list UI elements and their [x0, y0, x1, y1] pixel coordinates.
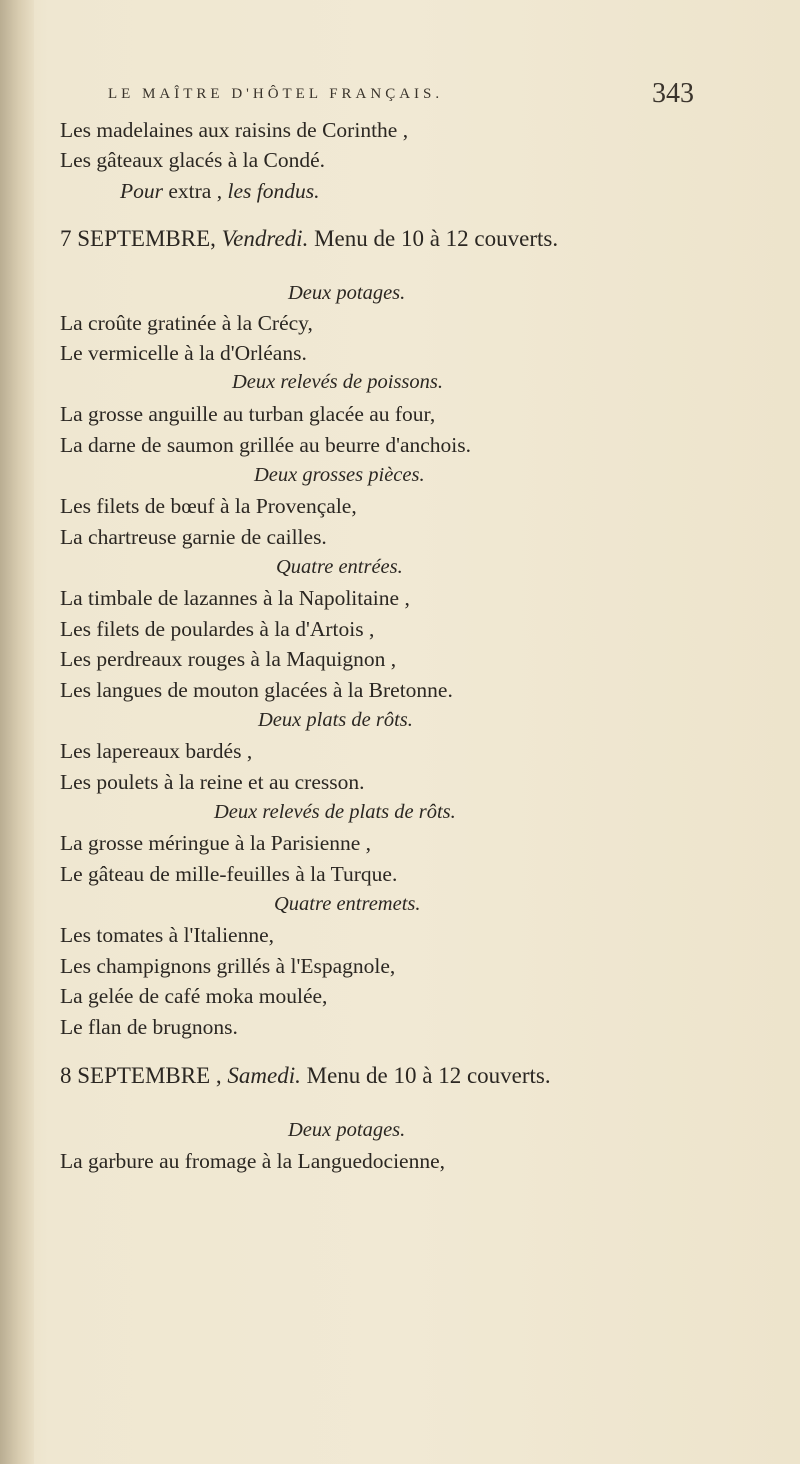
date-lead: 7 SEPTEMBRE,	[60, 226, 222, 251]
extra-prefix: Pour	[120, 179, 163, 203]
course-heading: Deux potages.	[288, 1119, 406, 1141]
extra-rest: extra ,	[163, 179, 228, 203]
date-day: Vendredi.	[221, 226, 309, 251]
extra-tail: les fondus.	[227, 179, 320, 203]
date-lead: 8 SEPTEMBRE ,	[60, 1063, 228, 1088]
menu-item: Le gâteau de mille-feuilles à la Turque.	[60, 862, 398, 886]
running-head: LE MAÎTRE D'HÔTEL FRANÇAIS.	[108, 86, 444, 102]
menu-item: La timbale de lazannes à la Napolitaine ,	[60, 586, 410, 610]
extra-note	[120, 179, 319, 204]
menu-item: Les madelaines aux raisins de Corinthe ,	[60, 118, 409, 142]
menu-item: La grosse anguille au turban glacée au four,	[60, 402, 436, 426]
menu-item: La chartreuse garnie de cailles.	[60, 525, 327, 549]
date-rest: Menu de 10 à 12 couverts.	[308, 226, 559, 251]
menu-item: Les champignons grillés à l'Espagnole,	[60, 954, 396, 978]
menu-item: Le vermicelle à la d'Orléans.	[60, 341, 307, 365]
menu-item: Les poulets à la reine et au cresson.	[60, 770, 365, 794]
menu-item: La gelée de café moka moulée,	[60, 984, 328, 1008]
page-number: 343	[652, 78, 694, 109]
course-heading: Deux relevés de poissons.	[232, 371, 444, 393]
date-heading	[60, 226, 558, 252]
menu-item: Les gâteaux glacés à la Condé.	[60, 148, 326, 172]
menu-item: Le flan de brugnons.	[60, 1015, 238, 1039]
course-heading: Quatre entremets.	[274, 893, 421, 915]
course-heading: Quatre entrées.	[276, 556, 403, 578]
menu-item: Les langues de mouton glacées à la Bretonne.	[60, 678, 453, 702]
menu-item: La croûte gratinée à la Crécy,	[60, 311, 313, 335]
date-day: Samedi.	[227, 1063, 301, 1088]
menu-item: La grosse méringue à la Parisienne ,	[60, 831, 372, 855]
course-heading: Deux potages.	[288, 282, 406, 304]
menu-item: Les tomates à l'Italienne,	[60, 923, 275, 947]
menu-item: La garbure au fromage à la Languedocienne,	[60, 1149, 446, 1173]
date-heading	[60, 1063, 551, 1089]
page-gutter	[0, 0, 34, 1464]
course-heading: Deux grosses pièces.	[254, 464, 425, 486]
date-rest: Menu de 10 à 12 couverts.	[300, 1063, 551, 1088]
menu-item: Les filets de bœuf à la Provençale,	[60, 494, 357, 518]
course-heading: Deux plats de rôts.	[258, 709, 413, 731]
menu-item: La darne de saumon grillée au beurre d'anchois.	[60, 433, 472, 457]
menu-item: Les lapereaux bardés ,	[60, 739, 253, 763]
menu-item: Les filets de poulardes à la d'Artois ,	[60, 617, 375, 641]
menu-item: Les perdreaux rouges à la Maquignon ,	[60, 647, 397, 671]
course-heading: Deux relevés de plats de rôts.	[214, 801, 456, 823]
